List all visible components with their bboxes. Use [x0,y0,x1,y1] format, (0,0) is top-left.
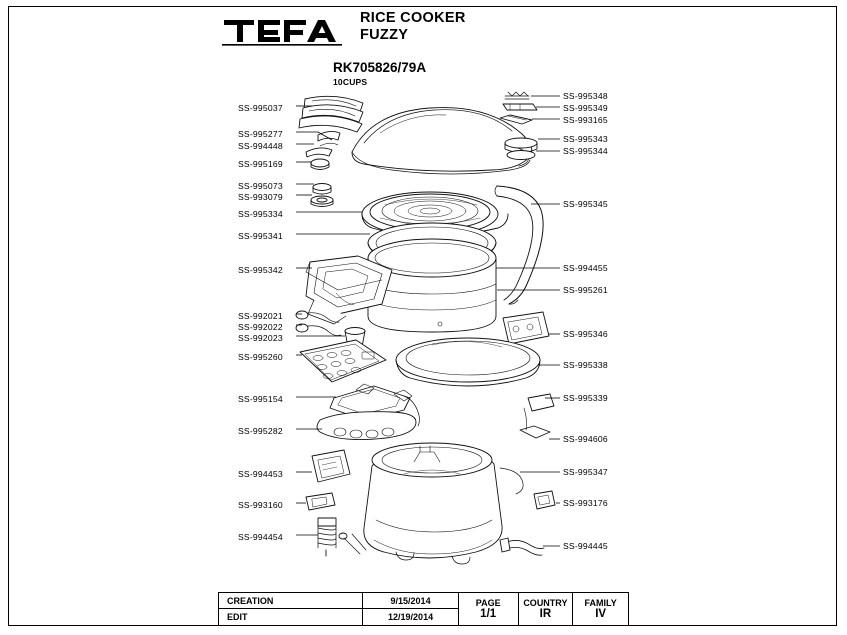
part-ref-label: SS-993160 [238,500,283,510]
part-ref-label: SS-992022 [238,322,283,332]
family-label: FAMILY [584,598,617,608]
part-ref-label: SS-995169 [238,159,283,169]
part-ref-label: SS-995345 [563,199,608,209]
part-ref-label: SS-995260 [238,352,283,362]
model-block [333,60,426,90]
family-value: IV [595,608,607,620]
model-capacity: 10CUPS [333,77,368,87]
part-ref-label: SS-995348 [563,91,608,101]
product-title-line-1: RICE COOKER [360,10,466,26]
part-ref-label: SS-995343 [563,134,608,144]
part-ref-label: SS-995341 [238,231,283,241]
part-ref-label: SS-995349 [563,103,608,113]
part-ref-label: SS-992023 [238,333,283,343]
part-ref-label: SS-995261 [563,285,608,295]
product-title [360,10,466,44]
part-ref-label: SS-995154 [238,394,283,404]
product-title-line-2: FUZZY [360,27,409,43]
edit-label: EDIT [227,612,248,622]
part-ref-label: SS-994453 [238,469,283,479]
model-number: RK705826/79A [333,60,427,75]
part-ref-label: SS-992021 [238,311,283,321]
edit-date: 12/19/2014 [388,612,434,622]
part-ref-label: SS-995073 [238,181,283,191]
part-ref-label: SS-994455 [563,263,608,273]
tefal-logo [222,14,342,48]
table-col-family [573,593,628,625]
table-col-labels [219,593,363,625]
document-info-table [218,592,629,626]
creation-label: CREATION [219,593,362,609]
table-col-dates [363,593,459,625]
part-ref-label: SS-995339 [563,393,608,403]
country-value: IR [539,608,552,620]
table-col-page [459,593,519,625]
part-ref-label: SS-995277 [238,129,283,139]
part-ref-label: SS-994454 [238,532,283,542]
part-ref-label: SS-995344 [563,146,608,156]
part-ref-label: SS-995334 [238,209,283,219]
part-ref-label: SS-995338 [563,360,608,370]
part-ref-label: SS-994606 [563,434,608,444]
page-value: 1/1 [480,608,497,620]
creation-date: 9/15/2014 [363,593,458,609]
country-label: COUNTRY [523,598,568,608]
part-ref-label: SS-995342 [238,265,283,275]
part-ref-label: SS-994445 [563,541,608,551]
part-ref-label: SS-995037 [238,103,283,113]
page-border [8,6,837,626]
part-ref-label: SS-995347 [563,467,608,477]
part-ref-label: SS-993079 [238,192,283,202]
table-col-country [519,593,574,625]
part-ref-label: SS-995282 [238,426,283,436]
part-ref-label: SS-993176 [563,498,608,508]
part-ref-label: SS-993165 [563,115,608,125]
part-ref-label: SS-995346 [563,329,608,339]
page-label: PAGE [475,598,501,608]
part-ref-label: SS-994448 [238,141,283,151]
